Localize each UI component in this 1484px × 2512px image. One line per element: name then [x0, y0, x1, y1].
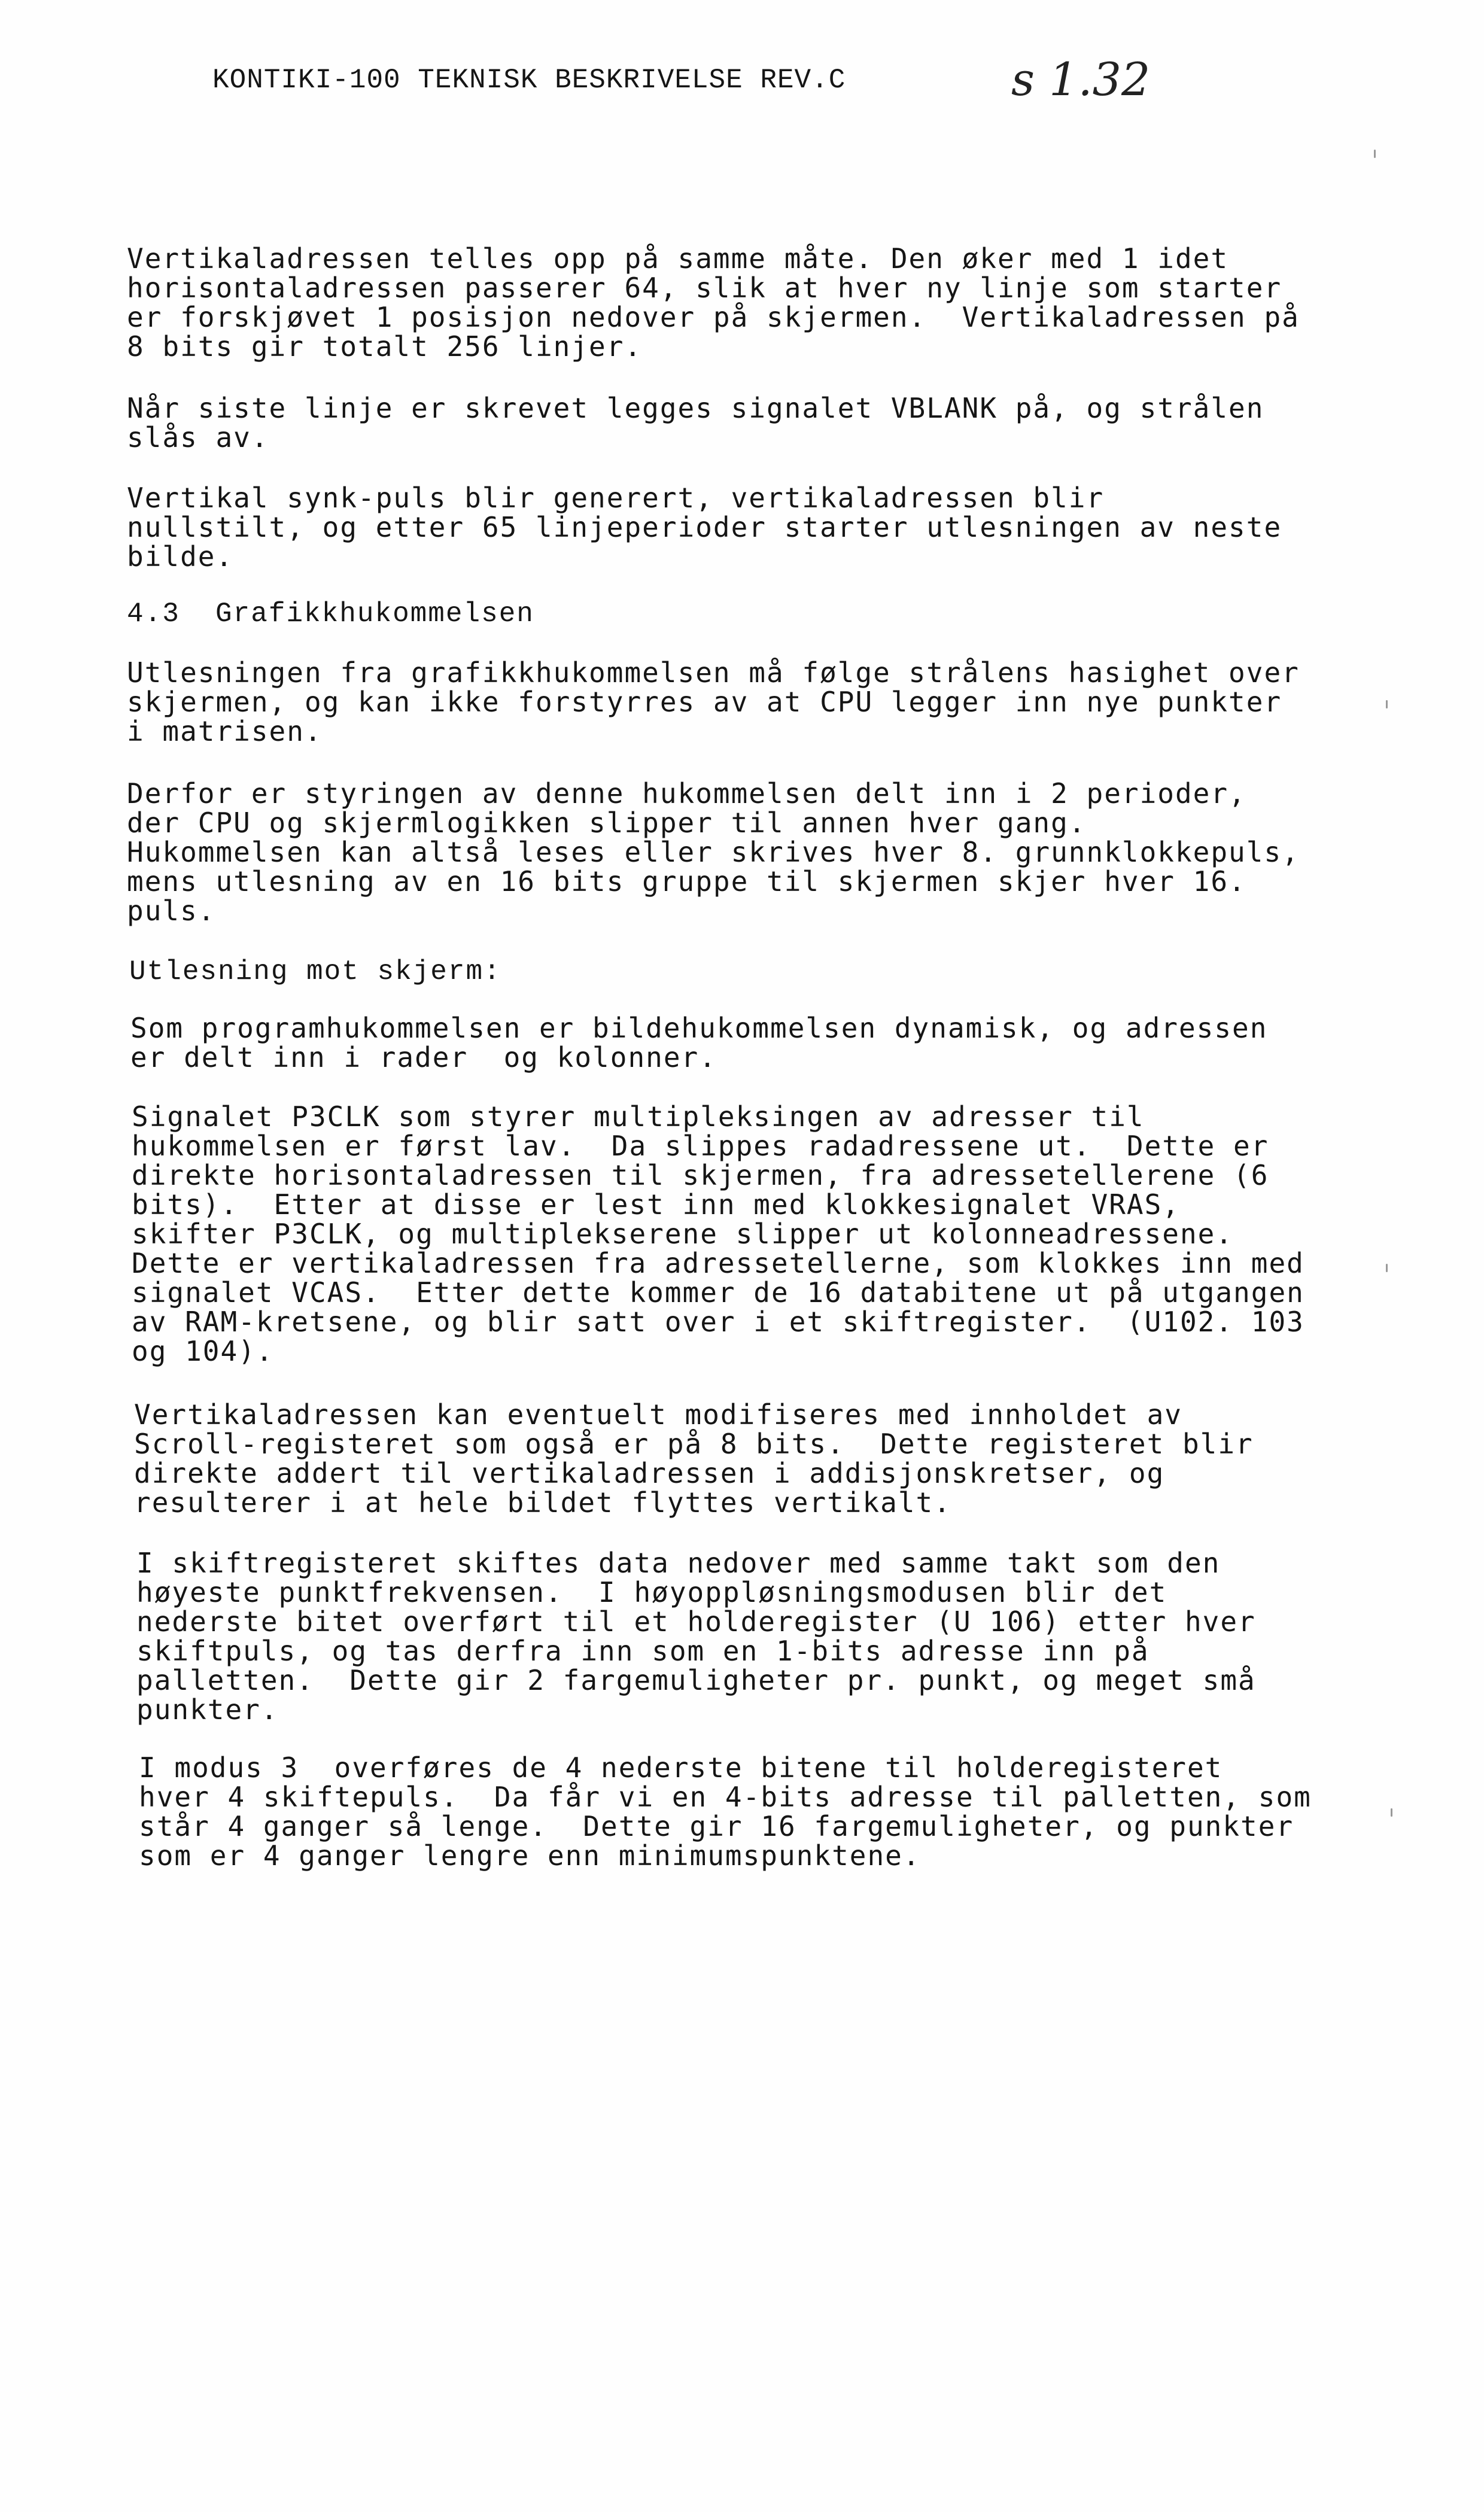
paragraph-readout-speed: Utlesningen fra grafikkhukommelsen må følge strålens hasighet over skjermen, og kan ikke forstyrres av at CPU legger inn nye punkter i matrisen. — [127, 656, 1300, 747]
scan-speck — [1386, 1264, 1388, 1272]
paragraph-scroll-register: Vertikaladressen kan eventuelt modifiseres med innholdet av Scroll-registeret som også er på 8 bits. Dette registeret blir direkte addert til vertikaladressen i addisjonskretser, og resulterer i at hele bildet flyttes vertikalt. — [134, 1398, 1254, 1519]
paragraph-vertical-address: Vertikaladressen telles opp på samme måte. Den øker med 1 idet horisontaladressen passerer 64, slik at hver ny linje som starter er forskjøvet 1 posisjon nedover på skjermen. Vertikaladressen på 8 bits gir totalt 256 linjer. — [127, 242, 1300, 363]
scan-speck — [1374, 150, 1376, 158]
handwritten-page-number: s 1.32 — [1011, 53, 1151, 106]
paragraph-dynamic-memory: Som programhukommelsen er bildehukommelsen dynamisk, og adressen er delt inn i rader og kolonner. — [130, 1012, 1268, 1073]
section-heading-grafikkhukommelsen: 4.3 Grafikkhukommelsen — [127, 598, 534, 629]
paragraph-periods: Derfor er styringen av denne hukommelsen delt inn i 2 perioder, der CPU og skjermlogikken slipper til annen hver gang. Hukommelsen kan altså leses eller skrives hver 8. grunnklokkepuls, mens utlesning av en 16 bits gruppe til skjermen skjer hver 16. puls. — [127, 777, 1300, 927]
paragraph-vblank: Når siste linje er skrevet legges signalet VBLANK på, og strålen slås av. — [127, 392, 1264, 454]
scan-speck — [1391, 1808, 1392, 1817]
paragraph-p3clk: Signalet P3CLK som styrer multipleksingen av adresser til hukommelsen er først lav. Da slippes radadressene ut. Dette er direkte horisontaladressen til skjermen, fra adressetellerene (6 bits). Etter at disse er lest inn med klokkesignalet VRAS, skifter P3CLK, og multiplekserene slipper ut kolonneadressene. Dette er vertikaladressen fra adressetellerne, som klokkes inn med signalet VCAS. Etter dette kommer de 16 databitene ut på utgangen av RAM-kretsene, og blir satt over i et skiftregister. (U102. 103 og 104). — [132, 1100, 1304, 1367]
paragraph-shift-register: I skiftregisteret skiftes data nedover med samme takt som den høyeste punktfrekvensen. I høyoppløsningsmodusen blir det nederste bitet overført til et holderegister (U 106) etter hver skiftpuls, og tas derfra inn som en 1-bits adresse inn på palletten. Dette gir 2 fargemuligheter pr. punkt, og meget små punkter. — [136, 1547, 1256, 1726]
paragraph-vertical-sync: Vertikal synk-puls blir generert, vertikaladressen blir nullstilt, og etter 65 linjeperioder starter utlesningen av neste bilde. — [127, 482, 1282, 573]
subheading-readout-to-screen: Utlesning mot skjerm: — [129, 956, 501, 987]
scan-speck — [1386, 700, 1388, 708]
document-header-title: KONTIKI-100 TEKNISK BESKRIVELSE REV.C — [212, 65, 846, 96]
paragraph-mode-3: I modus 3 overføres de 4 nederste bitene til holderegisteret hver 4 skiftepuls. Da får vi en 4-bits adresse til palletten, som står 4 ganger så lenge. Dette gir 16 fargemuligheter, og punkter som er 4 ganger lengre enn minimumspunktene. — [139, 1751, 1312, 1872]
